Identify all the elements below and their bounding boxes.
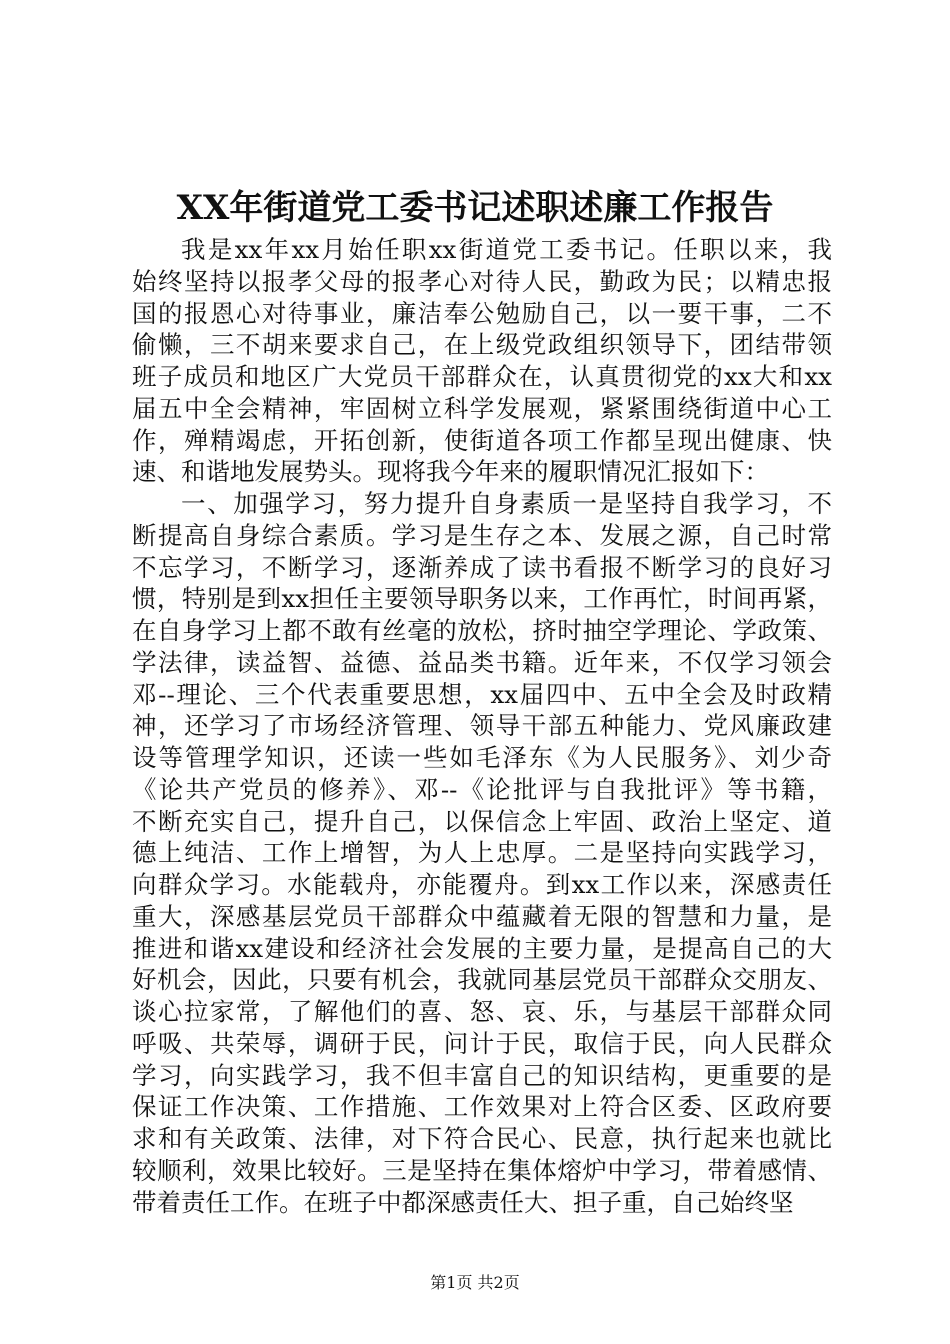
body-line: 学习，向实践学习，我不但丰富自己的知识结构，更重要的是	[132, 1060, 832, 1090]
body-line: 重大，深感基层党员干部群众中蕴藏着无限的智慧和力量，是	[132, 901, 832, 931]
body-line: 我是xx年xx月始任职xx街道党工委书记。任职以来，我	[181, 235, 832, 264]
body-line: 惯，特别是到xx担任主要领导职务以来，工作再忙，时间再紧，	[132, 584, 832, 614]
body-line: 不断充实自己，提升自己，以保信念上牢固、政治上坚定、道	[132, 806, 832, 836]
body-line: 神，还学习了市场经济管理、领导干部五种能力、党风廉政建	[132, 711, 832, 741]
page-number: 第1页 共2页	[430, 1273, 520, 1292]
body-line: 不忘学习，不断学习，逐渐养成了读书看报不断学习的良好习	[132, 552, 832, 582]
body-line: 始终坚持以报孝父母的报孝心对待人民，勤政为民；以精忠报	[132, 266, 832, 296]
body-line: 推进和谐xx建设和经济社会发展的主要力量，是提高自己的大	[132, 933, 832, 963]
body-line: 保证工作决策、工作措施、工作效果对上符合区委、区政府要	[132, 1092, 832, 1122]
body-line: 偷懒，三不胡来要求自己，在上级党政组织领导下，团结带领	[132, 330, 832, 360]
body-line: 速、和谐地发展势头。现将我今年来的履职情况汇报如下：	[132, 457, 769, 487]
body-line: 作，殚精竭虑，开拓创新，使街道各项工作都呈现出健康、快	[132, 425, 832, 455]
body-line: 在自身学习上都不敢有丝毫的放松，挤时抽空学理论、学政策、	[132, 616, 832, 645]
body-line: 班子成员和地区广大党员干部群众在，认真贯彻党的xx大和xx	[132, 362, 832, 391]
body-line: 向群众学习。水能载舟，亦能覆舟。到xx工作以来，深感责任	[132, 870, 832, 899]
document-body	[132, 234, 832, 1218]
body-line: 好机会，因此，只要有机会，我就同基层党员干部群众交朋友、	[132, 965, 832, 995]
body-line: 带着责任工作。在班子中都深感责任大、担子重，自己始终坚	[132, 1187, 794, 1217]
body-line: 设等管理学知识，还读一些如毛泽东《为人民服务》、刘少奇	[132, 743, 832, 772]
body-line: 届五中全会精神，牢固树立科学发展观，紧紧围绕街道中心工	[132, 393, 832, 423]
body-line: 邓--理论、三个代表重要思想，xx届四中、五中全会及时政精	[132, 679, 832, 709]
body-line: 国的报恩心对待事业，廉洁奉公勉励自己，以一要干事，二不	[132, 298, 832, 328]
body-line: 德上纯洁、工作上增智，为人上忠厚。二是坚持向实践学习，	[132, 838, 832, 868]
body-line: 《论共产党员的修养》、邓--《论批评与自我批评》等书籍，	[132, 774, 832, 804]
body-line: 呼吸、共荣辱，调研于民，问计于民，取信于民，向人民群众	[132, 1028, 832, 1058]
document-title: XX年街道党工委书记述职述廉工作报告	[176, 188, 774, 228]
body-line: 求和有关政策、法律，对下符合民心、民意，执行起来也就比	[132, 1124, 832, 1153]
body-line: 较顺利，效果比较好。三是坚持在集体熔炉中学习，带着感情、	[132, 1155, 832, 1185]
body-line: 一、加强学习，努力提升自身素质一是坚持自我学习，不	[181, 489, 832, 518]
body-line: 谈心拉家常，了解他们的喜、怒、哀、乐，与基层干部群众同	[132, 997, 832, 1026]
body-line: 断提高自身综合素质。学习是生存之本、发展之源，自己时常	[132, 520, 832, 550]
body-line: 学法律，读益智、益德、益品类书籍。近年来，不仅学习领会	[132, 647, 832, 677]
